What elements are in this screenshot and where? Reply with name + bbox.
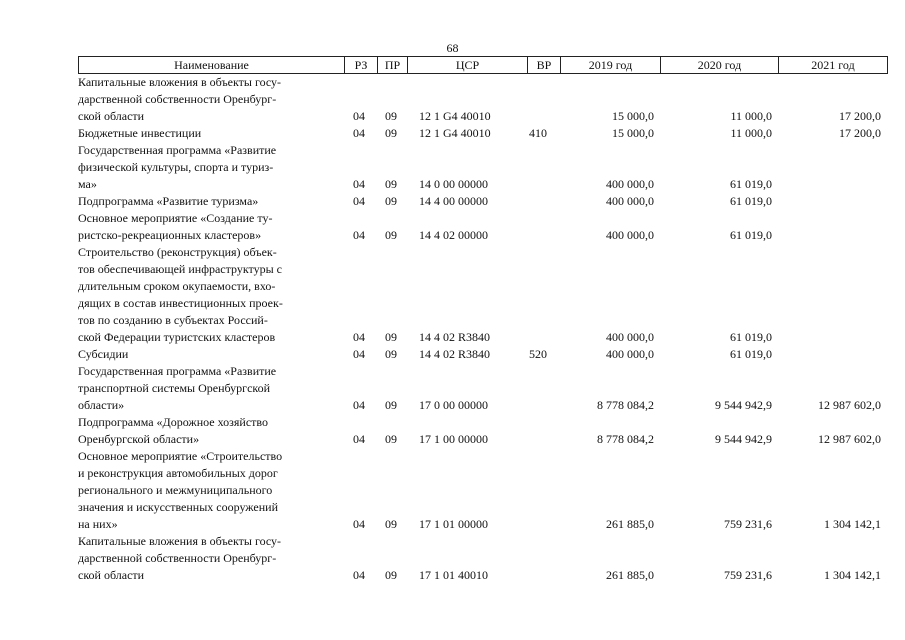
cell-y2021: 17 200,0 <box>839 126 881 140</box>
cell-pr: 09 <box>385 177 397 191</box>
cell-csr: 14 4 02 00000 <box>419 228 488 242</box>
cell-y2020: 61 019,0 <box>730 347 772 361</box>
row-name: Основное мероприятие «Создание ту- ристско-рекреационных кластеров» <box>78 211 273 242</box>
cell-csr: 17 1 01 00000 <box>419 517 488 531</box>
header-2020: 2020 год <box>661 57 779 73</box>
header-2021: 2021 год <box>779 57 888 73</box>
cell-pr: 09 <box>385 109 397 123</box>
cell-rz: 04 <box>353 194 365 208</box>
cell-csr: 14 0 00 00000 <box>419 177 488 191</box>
cell-y2019: 8 778 084,2 <box>597 432 654 446</box>
row-name: Строительство (реконструкция) объек- тов обеспечивающей инфраструктуры с длительным сроком окупаемости, вхо- дящих в состав инвестиционных проек- тов по созданию в субъектах Россий- ской Федерации туристских кластеров <box>78 245 283 344</box>
header-pr: ПР <box>378 57 408 73</box>
cell-y2020: 61 019,0 <box>730 177 772 191</box>
cell-y2019: 400 000,0 <box>606 177 654 191</box>
cell-csr: 12 1 G4 40010 <box>419 126 491 140</box>
cell-rz: 04 <box>353 347 365 361</box>
cell-csr: 14 4 02 R3840 <box>419 347 491 361</box>
cell-y2019: 400 000,0 <box>606 228 654 242</box>
cell-rz: 04 <box>353 126 365 140</box>
cell-y2019: 261 885,0 <box>606 517 654 531</box>
row-name: Основное мероприятие «Строительство и реконструкция автомобильных дорог регионального и межмуниципального значения и искусственных сооружений на них» <box>78 449 283 531</box>
cell-pr: 09 <box>385 330 397 344</box>
table-row <box>78 448 888 533</box>
table-row <box>78 210 888 244</box>
table-row <box>78 533 888 584</box>
table-row <box>78 363 888 414</box>
table-row <box>78 346 888 363</box>
cell-y2019: 400 000,0 <box>606 330 654 344</box>
cell-y2021: 17 200,0 <box>839 109 881 123</box>
cell-pr: 09 <box>385 517 397 531</box>
row-name: Капитальные вложения в объекты госу- дарственной собственности Оренбург- ской области <box>78 75 282 123</box>
cell-y2020: 759 231,6 <box>724 517 772 531</box>
cell-rz: 04 <box>353 177 365 191</box>
cell-y2020: 11 000,0 <box>730 126 772 140</box>
table-body <box>78 74 888 584</box>
cell-y2019: 261 885,0 <box>606 568 654 582</box>
header-2019: 2019 год <box>561 57 661 73</box>
cell-rz: 04 <box>353 330 365 344</box>
table-header <box>78 56 888 74</box>
row-name: Субсидии <box>78 347 129 361</box>
cell-pr: 09 <box>385 432 397 446</box>
cell-y2020: 61 019,0 <box>730 330 772 344</box>
table-row <box>78 193 888 210</box>
cell-y2020: 61 019,0 <box>730 194 772 208</box>
cell-y2019: 8 778 084,2 <box>597 398 654 412</box>
cell-pr: 09 <box>385 568 397 582</box>
cell-csr: 12 1 G4 40010 <box>419 109 491 123</box>
table-row <box>78 125 888 142</box>
table-row <box>78 244 888 346</box>
row-name: Государственная программа «Развитие физической культуры, спорта и туриз- ма» <box>78 143 277 191</box>
row-name: Капитальные вложения в объекты госу- дарственной собственности Оренбург- ской области <box>78 534 282 582</box>
cell-pr: 09 <box>385 228 397 242</box>
cell-y2020: 9 544 942,9 <box>715 398 772 412</box>
table-row <box>78 74 888 125</box>
cell-y2020: 11 000,0 <box>730 109 772 123</box>
header-name: Наименование <box>78 57 345 73</box>
cell-rz: 04 <box>353 432 365 446</box>
cell-y2019: 15 000,0 <box>612 109 654 123</box>
header-vr: ВР <box>528 57 561 73</box>
row-name: Государственная программа «Развитие транспортной системы Оренбургской области» <box>78 364 277 412</box>
cell-pr: 09 <box>385 347 397 361</box>
row-name: Подпрограмма «Развитие туризма» <box>78 194 259 208</box>
cell-y2020: 9 544 942,9 <box>715 432 772 446</box>
cell-rz: 04 <box>353 568 365 582</box>
header-rz: РЗ <box>345 57 378 73</box>
cell-y2021: 1 304 142,1 <box>824 568 881 582</box>
cell-rz: 04 <box>353 517 365 531</box>
cell-y2019: 400 000,0 <box>606 347 654 361</box>
cell-csr: 17 0 00 00000 <box>419 398 488 412</box>
cell-rz: 04 <box>353 398 365 412</box>
cell-y2020: 759 231,6 <box>724 568 772 582</box>
cell-y2021: 12 987 602,0 <box>818 398 881 412</box>
cell-y2021: 1 304 142,1 <box>824 517 881 531</box>
cell-csr: 17 1 00 00000 <box>419 432 488 446</box>
cell-y2021: 12 987 602,0 <box>818 432 881 446</box>
cell-y2020: 61 019,0 <box>730 228 772 242</box>
cell-csr: 14 4 00 00000 <box>419 194 488 208</box>
cell-y2019: 15 000,0 <box>612 126 654 140</box>
table-row <box>78 414 888 448</box>
cell-pr: 09 <box>385 398 397 412</box>
cell-y2019: 400 000,0 <box>606 194 654 208</box>
cell-pr: 09 <box>385 194 397 208</box>
cell-rz: 04 <box>353 228 365 242</box>
table-row <box>78 142 888 193</box>
cell-vr: 520 <box>529 347 547 361</box>
row-name: Бюджетные инвестиции <box>78 126 202 140</box>
row-name: Подпрограмма «Дорожное хозяйство Оренбургской области» <box>78 415 268 446</box>
cell-csr: 14 4 02 R3840 <box>419 330 491 344</box>
cell-rz: 04 <box>353 109 365 123</box>
header-csr: ЦСР <box>408 57 528 73</box>
cell-csr: 17 1 01 40010 <box>419 568 488 582</box>
cell-pr: 09 <box>385 126 397 140</box>
page-number: 68 <box>446 41 459 55</box>
cell-vr: 410 <box>529 126 547 140</box>
